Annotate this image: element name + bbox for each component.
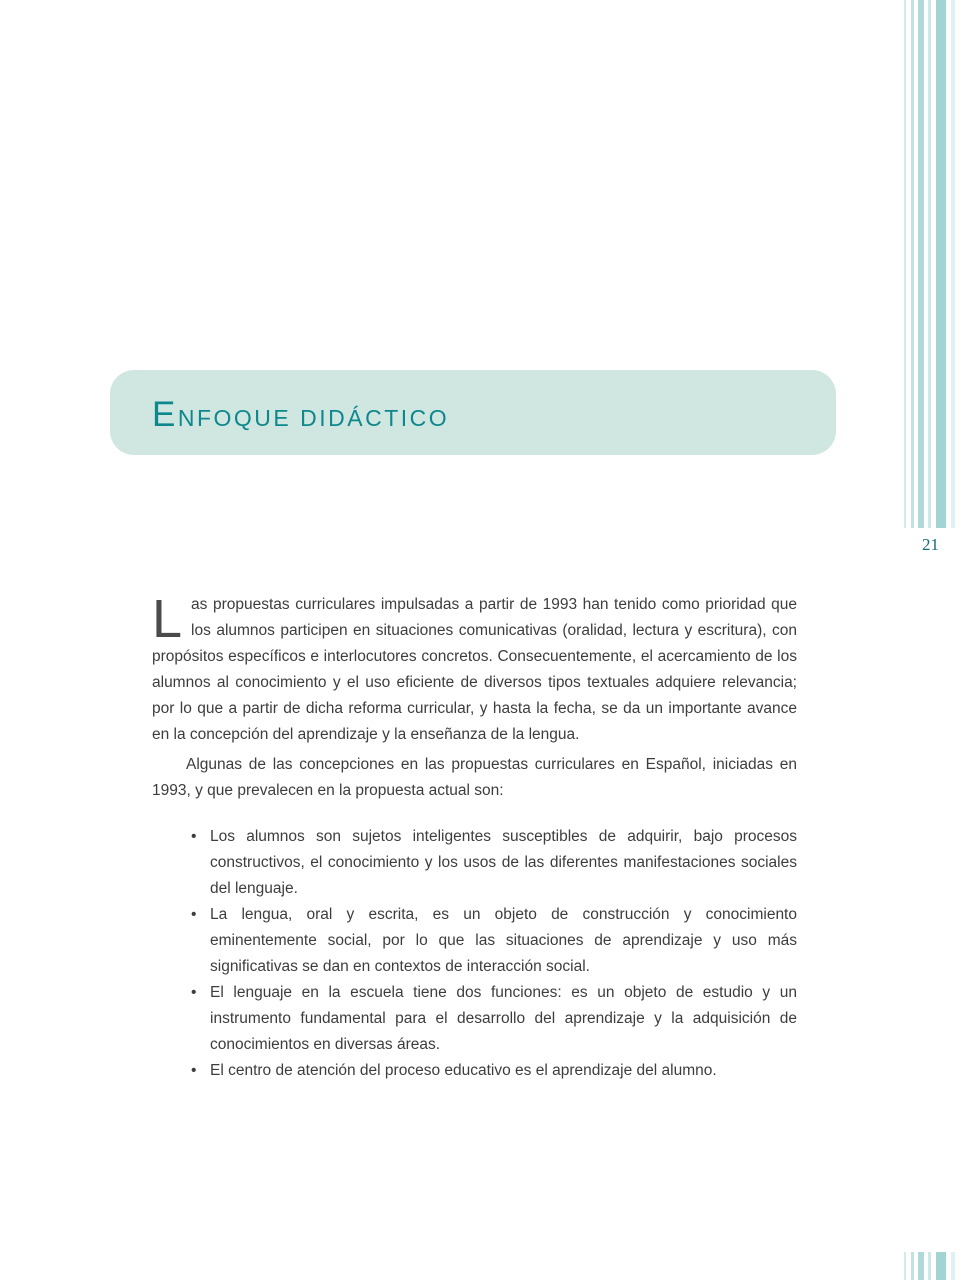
stripe <box>904 0 906 528</box>
title-initial: E <box>152 395 178 434</box>
stripe <box>911 1252 914 1280</box>
title-banner <box>110 370 836 455</box>
body-text <box>152 589 797 1084</box>
stripe <box>918 0 924 528</box>
page-number: 21 <box>922 535 939 554</box>
stripe <box>918 1252 924 1280</box>
opening-paragraph <box>152 589 797 748</box>
drop-cap: L <box>152 589 183 649</box>
stripe <box>936 1252 946 1280</box>
bullet-text: Los alumnos son sujetos inteligentes susceptibles de adquirir, bajo procesos constructivos, el conocimiento y los usos de las diferentes manifestaciones sociales del lenguaje. <box>210 828 797 897</box>
bullet-item <box>152 824 797 902</box>
bullet-icon: • <box>191 828 197 845</box>
bullet-icon: • <box>191 984 197 1001</box>
bullet-text: El lenguaje en la escuela tiene dos funciones: es un objeto de estudio y un instrumento fundamental para el desarrollo del aprendizaje y la adquisición de conocimientos en diversas áreas. <box>210 984 797 1053</box>
bullet-text: El centro de atención del proceso educativo es el aprendizaje del alumno. <box>210 1062 717 1079</box>
title-text: NFOQUE DIDÁCTICO <box>177 405 450 431</box>
opening-paragraph-text: as propuestas curriculares impulsadas a partir de 1993 han tenido como prioridad que los alumnos participen en situaciones comunicativas (oralidad, lectura y escritura), con propósitos específicos e interlocutores concretos. Consecuentemente, el acercamiento de los alumnos al conocimiento y el uso eficiente de diversos tipos textuales adquiere relevancia; por lo que a partir de dicha reforma curricular, y hasta la fecha, se da un importante avance en la concepción del aprendizaje y la enseñanza de la lengua. <box>152 596 797 743</box>
stripe <box>951 0 955 528</box>
bullet-item <box>152 902 797 980</box>
stripe <box>911 0 914 528</box>
bullet-item <box>152 1058 797 1084</box>
bullet-icon: • <box>191 906 197 923</box>
bullet-list <box>152 824 797 1084</box>
second-paragraph: Algunas de las concepciones en las propuestas curriculares en Español, iniciadas en 1993, y que prevalecen en la propuesta actual son: <box>152 756 797 799</box>
bullet-item <box>152 980 797 1058</box>
stripe <box>936 0 946 528</box>
stripe <box>928 1252 931 1280</box>
stripe <box>904 1252 906 1280</box>
stripe <box>928 0 931 528</box>
bullet-icon: • <box>191 1062 197 1079</box>
stripe <box>951 1252 955 1280</box>
stripe-decoration-bottom <box>0 1252 972 1280</box>
bullet-text: La lengua, oral y escrita, es un objeto de construcción y conocimiento eminentemente social, por lo que las situaciones de aprendizaje y uso más significativas se dan en contextos de interacción social. <box>210 906 797 975</box>
page-title <box>152 397 449 432</box>
